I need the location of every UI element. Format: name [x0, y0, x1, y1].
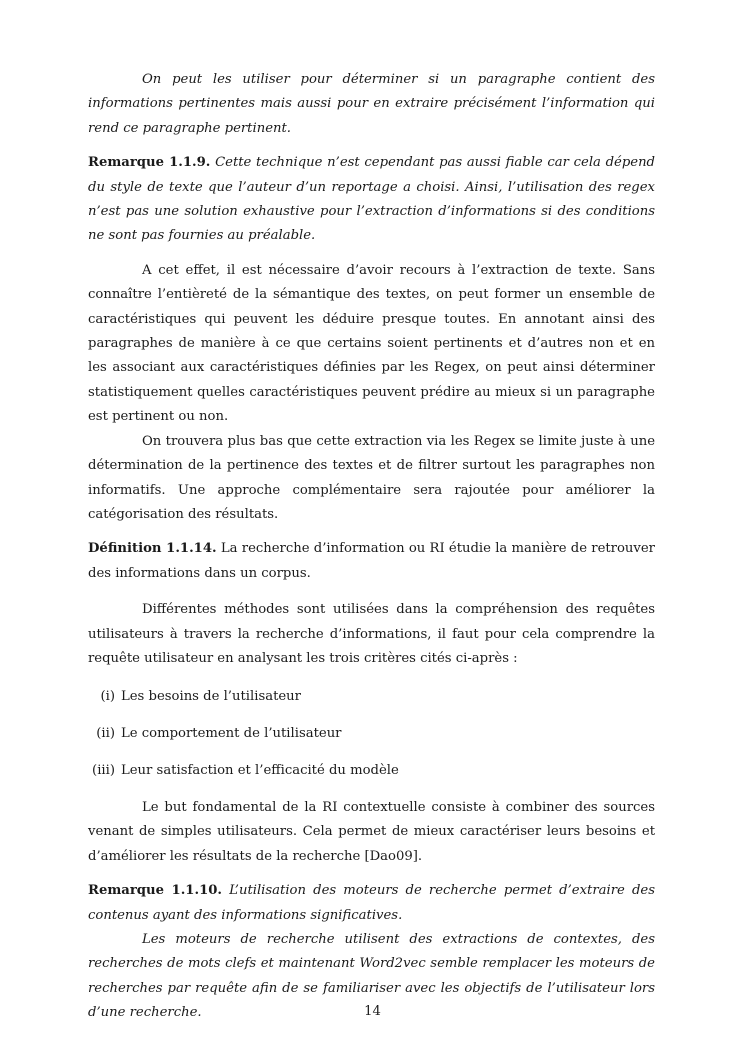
- paragraph-contextual-ri: Le but fondamental de la RI contextuelle consiste à combiner des sources venant de simples utilisateurs. Cela permet de mieux caractériser leurs besoins et d’améliorer les résultats de la recherche [Dao09].: [88, 800, 655, 864]
- list-item-number: (ii): [96, 726, 115, 742]
- list-item: [88, 722, 655, 746]
- remark-label: Remarque 1.1.9.: [88, 155, 211, 171]
- criteria-list: [88, 685, 655, 783]
- definition-text: La recherche d’information ou RI étudie la manière de retrouver des informations dans un corpus.: [88, 541, 655, 581]
- definition-1-1-14: [88, 537, 655, 586]
- remark-1-1-10: [88, 879, 655, 928]
- paragraph-methods: Différentes méthodes sont utilisées dans la compréhension des requêtes utilisateurs à travers la recherche d’informations, il faut pour cela comprendre la requête utilisateur en analysant les trois critères cités ci-après :: [88, 602, 655, 666]
- page-number: 14: [364, 1004, 381, 1019]
- paragraph-search-engines: Les moteurs de recherche utilisent des extractions de contextes, des recherches de mots clefs et maintenant Word2vec semble remplacer les moteurs de recherches par requête afin de se familiariser avec les objectifs de l’utilisateur lors d’une recherche.: [88, 932, 655, 1021]
- list-item: [88, 685, 655, 709]
- list-item-number: (iii): [92, 763, 115, 779]
- remark-1-1-9: [88, 151, 655, 249]
- paragraph-regex-limit: On trouvera plus bas que cette extraction via les Regex se limite juste à une détermination de la pertinence des textes et de filtrer surtout les paragraphes non informatifs. Une approche complémentaire sera rajoutée pour améliorer la catégorisation des résultats.: [88, 433, 655, 522]
- remark-text: L’utilisation des moteurs de recherche permet d’extraire des contenus ayant des informations significatives.: [88, 883, 655, 923]
- list-item: [88, 759, 655, 783]
- list-item-text: Le comportement de l’utilisateur: [121, 726, 342, 742]
- page-content: [88, 68, 655, 1026]
- list-item-number: (i): [100, 689, 115, 705]
- list-item-text: Les besoins de l’utilisateur: [121, 689, 301, 705]
- definition-label: Définition 1.1.14.: [88, 541, 217, 557]
- remark-label: Remarque 1.1.10.: [88, 883, 223, 899]
- list-item-text: Leur satisfaction et l’efficacité du modèle: [121, 763, 399, 779]
- remark-text: Cette technique n’est cependant pas aussi fiable car cela dépend du style de texte que l’auteur d’un reportage a choisi. Ainsi, l’utilisation des regex n’est pas une solution exhaustive pour l’extraction d’informations si des conditions ne sont pas fournies au préalable.: [88, 155, 656, 244]
- paragraph-regex-usage: On peut les utiliser pour déterminer si un paragraphe contient des informations pertinentes mais aussi pour en extraire précisément l’information qui rend ce paragraphe pertinent.: [88, 72, 655, 136]
- paragraph-text-extraction: A cet effet, il est nécessaire d’avoir recours à l’extraction de texte. Sans connaître l’entièreté de la sémantique des textes, on peut former un ensemble de caractéristiques qui peuvent les déduire presque toutes. En annotant ainsi des paragraphes de manière à ce que certains soient pertinents et d’autres non et en les associant aux caractéristiques définies par les Regex, on peut ainsi déterminer statistiquement quelles caractéristiques peuvent prédire au mieux si un paragraphe est pertinent ou non.: [88, 262, 655, 425]
